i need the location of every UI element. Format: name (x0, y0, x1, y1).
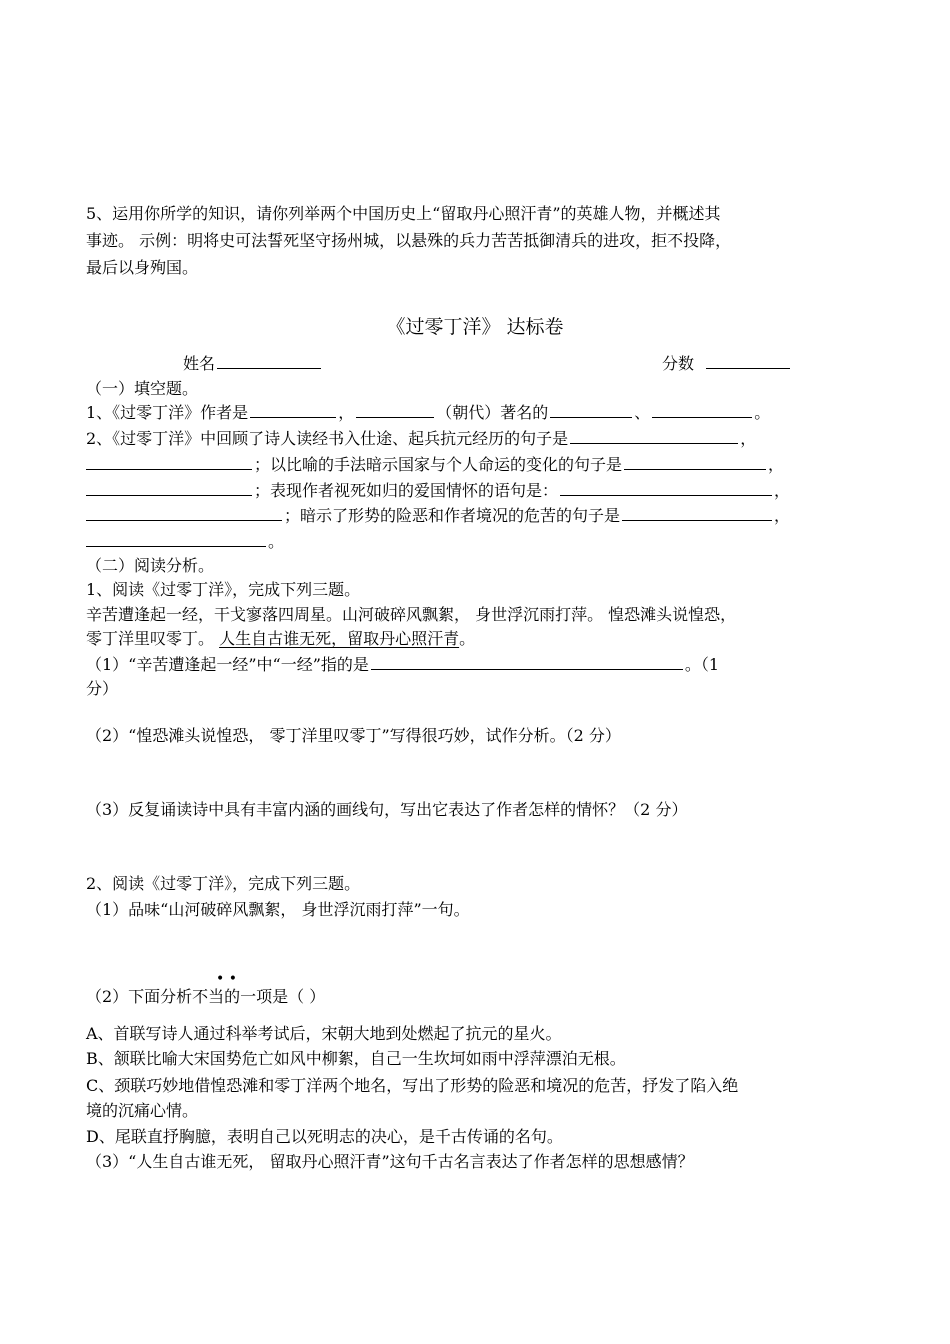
q1-blank-identity-2[interactable] (652, 401, 752, 418)
q1-blank-author[interactable] (250, 401, 336, 418)
q1-text-e: 。 (754, 403, 771, 422)
reading-1-q2: （2）“惶恐滩头说惶恐， 零丁洋里叹零丁”写得很巧妙，试作分析。（2 分） (86, 726, 621, 745)
score-blank[interactable] (706, 352, 790, 369)
part1-q2-line-4 (86, 504, 790, 528)
q2-text-d: ， (768, 455, 785, 474)
option-b: B、颔联比喻大宋国势危亡如风中柳絮，自己一生坎坷如雨中浮萍漂泊无根。 (86, 1049, 626, 1068)
q2-text-f: ， (774, 481, 791, 500)
score-field (662, 352, 792, 376)
q2-blank-2[interactable] (86, 453, 252, 470)
r1-q1-text-b: 。（1 (684, 655, 720, 674)
q2-blank-5[interactable] (560, 479, 772, 496)
reading-1-q3: （3）反复诵读诗中具有丰富内涵的画线句，写出它表达了作者怎样的情怀？（2 分） (86, 800, 688, 819)
q5-line-1: 5、运用你所学的知识，请你列举两个中国历史上“留取丹心照汗青”的英雄人物，并概述其 (86, 204, 721, 223)
reading-2-intro: 2、阅读《过零丁洋》，完成下列三题。 (86, 874, 361, 893)
q5-line-3: 最后以身殉国。 (86, 258, 199, 277)
name-blank[interactable] (217, 352, 321, 369)
q5-line-2: 事迹。 示例：明将史可法誓死坚守扬州城，以悬殊的兵力苦苦抵御清兵的进攻，拒不投降， (86, 231, 732, 250)
r1-q1-text-a: （1）“辛苦遭逢起一经”中“一经”指的是 (86, 655, 369, 674)
reading-1-q1-line-1 (86, 653, 719, 677)
q2-blank-6[interactable] (86, 504, 282, 521)
option-d: D、尾联直抒胸臆，表明自己以死明志的决心，是千古传诵的名句。 (86, 1127, 563, 1146)
poem-line-2-end: 。 (459, 629, 476, 648)
reading-2-q3: （3）“人生自古谁无死， 留取丹心照汗青”这句千古名言表达了作者怎样的思想感情？ (86, 1152, 694, 1171)
score-label: 分数 (662, 354, 695, 373)
q2-blank-8[interactable] (86, 530, 266, 547)
r1-q1-blank[interactable] (371, 653, 683, 670)
part2-heading: （二）阅读分析。 (86, 556, 215, 575)
emphasis-dots: • • (216, 971, 237, 987)
part1-q2-line-3 (86, 479, 790, 503)
q2-text-c: ；以比喻的手法暗示国家与个人命运的变化的句子是 (254, 455, 623, 474)
poem-line-2-plain: 零丁洋里叹零丁。 (86, 629, 220, 648)
reading-1-q1-line-2: 分） (86, 679, 119, 698)
q1-text-a: 1、《过零丁洋》作者是 (86, 403, 249, 422)
name-field (183, 352, 323, 376)
option-c-line-1: C、颈联巧妙地借惶恐滩和零丁洋两个地名，写出了形势的险恶和境况的危苦，抒发了陷入绝 (86, 1076, 739, 1095)
q2-text-g: ；暗示了形势的险恶和作者境况的危苦的句子是 (284, 506, 621, 525)
paper-title: 《过零丁洋》 达标卷 (386, 316, 564, 338)
q1-blank-identity-1[interactable] (550, 401, 632, 418)
q2-blank-1[interactable] (570, 427, 738, 444)
q2-text-e: ；表现作者视死如归的爱国情怀的语句是： (254, 481, 559, 500)
reading-2-q2: （2）下面分析不当的一项是（ ） (86, 987, 326, 1006)
q1-text-d: 、 (634, 403, 651, 422)
part1-q1 (86, 401, 770, 425)
reading-1-intro: 1、阅读《过零丁洋》，完成下列三题。 (86, 580, 361, 599)
reading-2-q1: （1）品味“山河破碎风飘絮， 身世浮沉雨打萍”一句。 (86, 900, 470, 919)
q2-text-i: 。 (268, 532, 285, 551)
q2-blank-4[interactable] (86, 479, 252, 496)
poem-underlined-sentence: 人生自古谁无死，留取丹心照汗青 (219, 629, 460, 648)
poem-line-2 (86, 627, 475, 651)
q1-blank-dynasty[interactable] (356, 401, 434, 418)
q1-text-c: （朝代）著名的 (436, 403, 549, 422)
option-c-line-2: 境的沉痛心情。 (86, 1101, 199, 1120)
part1-q2-line-5 (86, 530, 284, 554)
q2-blank-3[interactable] (624, 453, 766, 470)
name-label: 姓名 (183, 354, 216, 373)
poem-line-1: 辛苦遭逢起一经，干戈寥落四周星。山河破碎风飘絮， 身世浮沉雨打萍。 惶恐滩头说惶恐， (86, 605, 737, 624)
option-a: A、首联写诗人通过科举考试后，宋朝大地到处燃起了抗元的星火。 (86, 1024, 562, 1043)
part1-q2-line-2 (86, 453, 784, 477)
part1-heading: （一）填空题。 (86, 379, 199, 398)
part1-q2-line-1 (86, 427, 756, 451)
q2-text-a: 2、《过零丁洋》中回顾了诗人读经书入仕途、起兵抗元经历的句子是 (86, 429, 569, 448)
q2-text-h: ， (774, 506, 791, 525)
q2-text-b: ， (740, 429, 757, 448)
q1-text-b: ， (338, 403, 355, 422)
q2-blank-7[interactable] (622, 504, 772, 521)
